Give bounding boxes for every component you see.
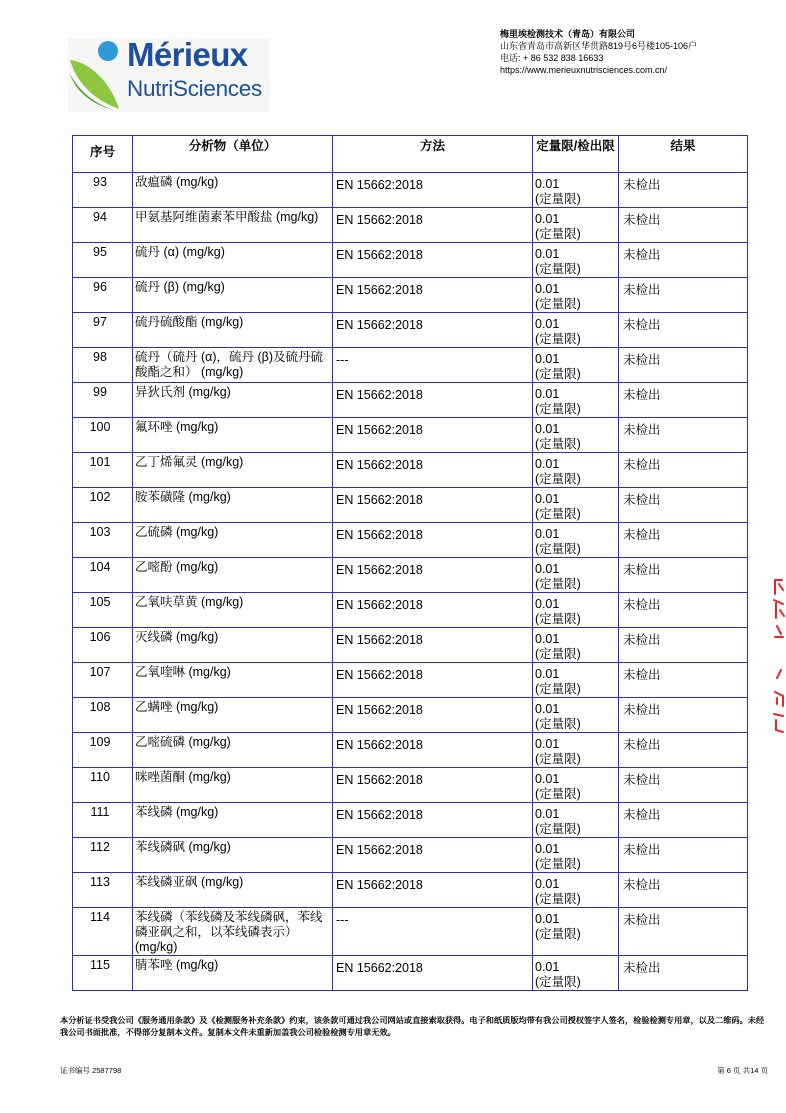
row-number: 101	[73, 453, 133, 488]
limit-cell	[533, 698, 619, 733]
analyte-cell: 乙嘧硫磷 (mg/kg)	[133, 733, 333, 768]
limit-type: (定量限)	[535, 892, 581, 906]
page-number: 第 6 页 共14 页	[717, 1066, 768, 1075]
limit-value: 0.01	[535, 527, 560, 541]
table-row	[73, 173, 748, 208]
limit-type: (定量限)	[535, 472, 581, 486]
row-number: 98	[73, 348, 133, 383]
row-number: 95	[73, 243, 133, 278]
limit-type: (定量限)	[535, 437, 581, 451]
header-limit: 定量限/检出限	[533, 136, 619, 173]
method-cell: EN 15662:2018	[333, 208, 533, 243]
results-table-body	[73, 173, 748, 991]
result-cell: 未检出	[619, 313, 748, 348]
method-cell: EN 15662:2018	[333, 418, 533, 453]
table-row	[73, 558, 748, 593]
row-number: 99	[73, 383, 133, 418]
company-name: 梅里埃检测技术（青岛）有限公司	[500, 29, 636, 39]
row-number: 108	[73, 698, 133, 733]
table-row	[73, 453, 748, 488]
analyte-cell: 硫丹（硫丹 (α)，硫丹 (β)及硫丹硫酸酯之和） (mg/kg)	[133, 348, 333, 383]
limit-type: (定量限)	[535, 402, 581, 416]
table-row	[73, 733, 748, 768]
limit-value: 0.01	[535, 772, 560, 786]
result-cell: 未检出	[619, 956, 748, 991]
limit-type: (定量限)	[535, 332, 581, 346]
row-number: 113	[73, 873, 133, 908]
limit-value: 0.01	[535, 597, 560, 611]
table-row	[73, 838, 748, 873]
company-address: 山东省青岛市高新区华贯路819号6号楼105-106户	[500, 41, 698, 51]
result-cell: 未检出	[619, 523, 748, 558]
row-number: 97	[73, 313, 133, 348]
table-row	[73, 873, 748, 908]
method-cell: EN 15662:2018	[333, 628, 533, 663]
limit-cell	[533, 418, 619, 453]
result-cell: 未检出	[619, 278, 748, 313]
limit-value: 0.01	[535, 247, 560, 261]
analyte-cell: 甲氨基阿维菌素苯甲酸盐 (mg/kg)	[133, 208, 333, 243]
limit-cell	[533, 558, 619, 593]
brand-name-line1: Mérieux	[127, 36, 248, 73]
method-cell: EN 15662:2018	[333, 803, 533, 838]
limit-type: (定量限)	[535, 507, 581, 521]
limit-type: (定量限)	[535, 577, 581, 591]
limit-type: (定量限)	[535, 367, 581, 381]
method-cell: EN 15662:2018	[333, 383, 533, 418]
table-row	[73, 768, 748, 803]
header-method: 方法	[333, 136, 533, 173]
limit-type: (定量限)	[535, 857, 581, 871]
limit-value: 0.01	[535, 912, 560, 926]
method-cell: EN 15662:2018	[333, 663, 533, 698]
method-cell: EN 15662:2018	[333, 956, 533, 991]
limit-value: 0.01	[535, 387, 560, 401]
row-number: 93	[73, 173, 133, 208]
result-cell: 未检出	[619, 698, 748, 733]
results-table	[72, 135, 748, 991]
analyte-cell: 灭线磷 (mg/kg)	[133, 628, 333, 663]
table-row	[73, 628, 748, 663]
result-cell: 未检出	[619, 383, 748, 418]
limit-value: 0.01	[535, 177, 560, 191]
row-number: 96	[73, 278, 133, 313]
limit-type: (定量限)	[535, 262, 581, 276]
table-row	[73, 313, 748, 348]
row-number: 102	[73, 488, 133, 523]
result-cell: 未检出	[619, 418, 748, 453]
analyte-cell: 硫丹 (α) (mg/kg)	[133, 243, 333, 278]
result-cell: 未检出	[619, 873, 748, 908]
result-cell: 未检出	[619, 173, 748, 208]
result-cell: 未检出	[619, 243, 748, 278]
limit-type: (定量限)	[535, 682, 581, 696]
limit-cell	[533, 383, 619, 418]
method-cell: EN 15662:2018	[333, 453, 533, 488]
limit-type: (定量限)	[535, 192, 581, 206]
seal-stamp-fragment	[771, 574, 786, 734]
result-cell: 未检出	[619, 488, 748, 523]
limit-value: 0.01	[535, 807, 560, 821]
result-cell: 未检出	[619, 663, 748, 698]
limit-type: (定量限)	[535, 612, 581, 626]
limit-cell	[533, 873, 619, 908]
limit-value: 0.01	[535, 492, 560, 506]
analyte-cell: 硫丹 (β) (mg/kg)	[133, 278, 333, 313]
method-cell: EN 15662:2018	[333, 523, 533, 558]
analyte-cell: 苯线磷（苯线磷及苯线磷砜，苯线磷亚砜之和，以苯线磷表示） (mg/kg)	[133, 908, 333, 956]
analyte-cell: 乙氧喹啉 (mg/kg)	[133, 663, 333, 698]
limit-value: 0.01	[535, 632, 560, 646]
table-row	[73, 523, 748, 558]
limit-type: (定量限)	[535, 227, 581, 241]
row-number: 110	[73, 768, 133, 803]
method-cell: EN 15662:2018	[333, 873, 533, 908]
table-row	[73, 663, 748, 698]
analyte-cell: 胺苯磺隆 (mg/kg)	[133, 488, 333, 523]
limit-type: (定量限)	[535, 752, 581, 766]
table-header-row	[73, 136, 748, 173]
row-number: 105	[73, 593, 133, 628]
company-phone: 电话: + 86 532 838 16633	[500, 53, 604, 63]
analyte-cell: 苯线磷亚砜 (mg/kg)	[133, 873, 333, 908]
header-number: 序号	[73, 136, 133, 173]
table-row	[73, 488, 748, 523]
limit-cell	[533, 488, 619, 523]
row-number: 109	[73, 733, 133, 768]
method-cell: EN 15662:2018	[333, 173, 533, 208]
limit-type: (定量限)	[535, 822, 581, 836]
header-result: 结果	[619, 136, 748, 173]
analyte-cell: 苯线磷砜 (mg/kg)	[133, 838, 333, 873]
method-cell: EN 15662:2018	[333, 698, 533, 733]
analyte-cell: 乙硫磷 (mg/kg)	[133, 523, 333, 558]
limit-value: 0.01	[535, 737, 560, 751]
limit-cell	[533, 628, 619, 663]
result-cell: 未检出	[619, 628, 748, 663]
limit-cell	[533, 838, 619, 873]
table-row	[73, 803, 748, 838]
analyte-cell: 乙嘧酚 (mg/kg)	[133, 558, 333, 593]
table-row	[73, 278, 748, 313]
analyte-cell: 苯线磷 (mg/kg)	[133, 803, 333, 838]
company-logo	[68, 38, 270, 112]
limit-cell	[533, 348, 619, 383]
table-row	[73, 243, 748, 278]
limit-type: (定量限)	[535, 975, 581, 989]
method-cell: EN 15662:2018	[333, 593, 533, 628]
result-cell: 未检出	[619, 733, 748, 768]
analyte-cell: 乙丁烯氟灵 (mg/kg)	[133, 453, 333, 488]
method-cell: EN 15662:2018	[333, 313, 533, 348]
table-row	[73, 348, 748, 383]
table-row	[73, 383, 748, 418]
table-row	[73, 956, 748, 991]
limit-cell	[533, 278, 619, 313]
limit-value: 0.01	[535, 562, 560, 576]
method-cell: EN 15662:2018	[333, 838, 533, 873]
row-number: 106	[73, 628, 133, 663]
row-number: 111	[73, 803, 133, 838]
limit-cell	[533, 803, 619, 838]
limit-cell	[533, 768, 619, 803]
limit-value: 0.01	[535, 960, 560, 974]
limit-cell	[533, 908, 619, 956]
row-number: 115	[73, 956, 133, 991]
analyte-cell: 腈苯唑 (mg/kg)	[133, 956, 333, 991]
brand-name-line2: NutriSciences	[127, 76, 262, 101]
row-number: 103	[73, 523, 133, 558]
table-row	[73, 593, 748, 628]
limit-value: 0.01	[535, 212, 560, 226]
table-row	[73, 698, 748, 733]
row-number: 112	[73, 838, 133, 873]
company-website: https://www.merieuxnutrisciences.com.cn/	[500, 65, 668, 75]
company-info	[500, 28, 697, 76]
limit-cell	[533, 453, 619, 488]
row-number: 114	[73, 908, 133, 956]
limit-value: 0.01	[535, 667, 560, 681]
row-number: 104	[73, 558, 133, 593]
limit-value: 0.01	[535, 457, 560, 471]
analyte-cell: 异狄氏剂 (mg/kg)	[133, 383, 333, 418]
analyte-cell: 硫丹硫酸酯 (mg/kg)	[133, 313, 333, 348]
row-number: 100	[73, 418, 133, 453]
row-number: 94	[73, 208, 133, 243]
limit-cell	[533, 733, 619, 768]
result-cell: 未检出	[619, 908, 748, 956]
limit-value: 0.01	[535, 877, 560, 891]
limit-type: (定量限)	[535, 542, 581, 556]
limit-type: (定量限)	[535, 297, 581, 311]
method-cell: EN 15662:2018	[333, 488, 533, 523]
limit-type: (定量限)	[535, 787, 581, 801]
limit-value: 0.01	[535, 842, 560, 856]
header-analyte: 分析物（单位）	[133, 136, 333, 173]
method-cell: ---	[333, 348, 533, 383]
analyte-cell: 咪唑菌酮 (mg/kg)	[133, 768, 333, 803]
method-cell: EN 15662:2018	[333, 558, 533, 593]
analyte-cell: 敌瘟磷 (mg/kg)	[133, 173, 333, 208]
limit-cell	[533, 663, 619, 698]
result-cell: 未检出	[619, 348, 748, 383]
result-cell: 未检出	[619, 453, 748, 488]
result-cell: 未检出	[619, 593, 748, 628]
limit-value: 0.01	[535, 422, 560, 436]
method-cell: EN 15662:2018	[333, 733, 533, 768]
limit-cell	[533, 173, 619, 208]
limit-cell	[533, 243, 619, 278]
analyte-cell: 氟环唑 (mg/kg)	[133, 418, 333, 453]
method-cell: EN 15662:2018	[333, 278, 533, 313]
limit-value: 0.01	[535, 317, 560, 331]
result-cell: 未检出	[619, 803, 748, 838]
logo-mark-icon	[68, 38, 128, 112]
certificate-number: 证书编号 2587798	[60, 1066, 122, 1075]
analyte-cell: 乙螨唑 (mg/kg)	[133, 698, 333, 733]
limit-type: (定量限)	[535, 717, 581, 731]
result-cell: 未检出	[619, 768, 748, 803]
limit-cell	[533, 208, 619, 243]
analyte-cell: 乙氧呋草黄 (mg/kg)	[133, 593, 333, 628]
method-cell: EN 15662:2018	[333, 768, 533, 803]
table-row	[73, 418, 748, 453]
limit-value: 0.01	[535, 352, 560, 366]
legal-notice: 本分析证书受我公司《服务通用条款》及《检测服务补充条款》约束，该条款可通过我公司网站或直接索取获得。电子和纸质版均带有我公司授权签字人签名，检验检测专用章，以及二维码。未经我公司书面批准，不得部分复制本文件。复制本文件未重新加盖我公司检验检测专用章无效。	[60, 1016, 765, 1037]
limit-value: 0.01	[535, 702, 560, 716]
table-row	[73, 208, 748, 243]
row-number: 107	[73, 663, 133, 698]
limit-cell	[533, 313, 619, 348]
limit-cell	[533, 523, 619, 558]
result-cell: 未检出	[619, 838, 748, 873]
table-row	[73, 908, 748, 956]
limit-value: 0.01	[535, 282, 560, 296]
limit-cell	[533, 593, 619, 628]
limit-cell	[533, 956, 619, 991]
result-cell: 未检出	[619, 558, 748, 593]
method-cell: EN 15662:2018	[333, 243, 533, 278]
limit-type: (定量限)	[535, 927, 581, 941]
limit-type: (定量限)	[535, 647, 581, 661]
result-cell: 未检出	[619, 208, 748, 243]
method-cell: ---	[333, 908, 533, 956]
